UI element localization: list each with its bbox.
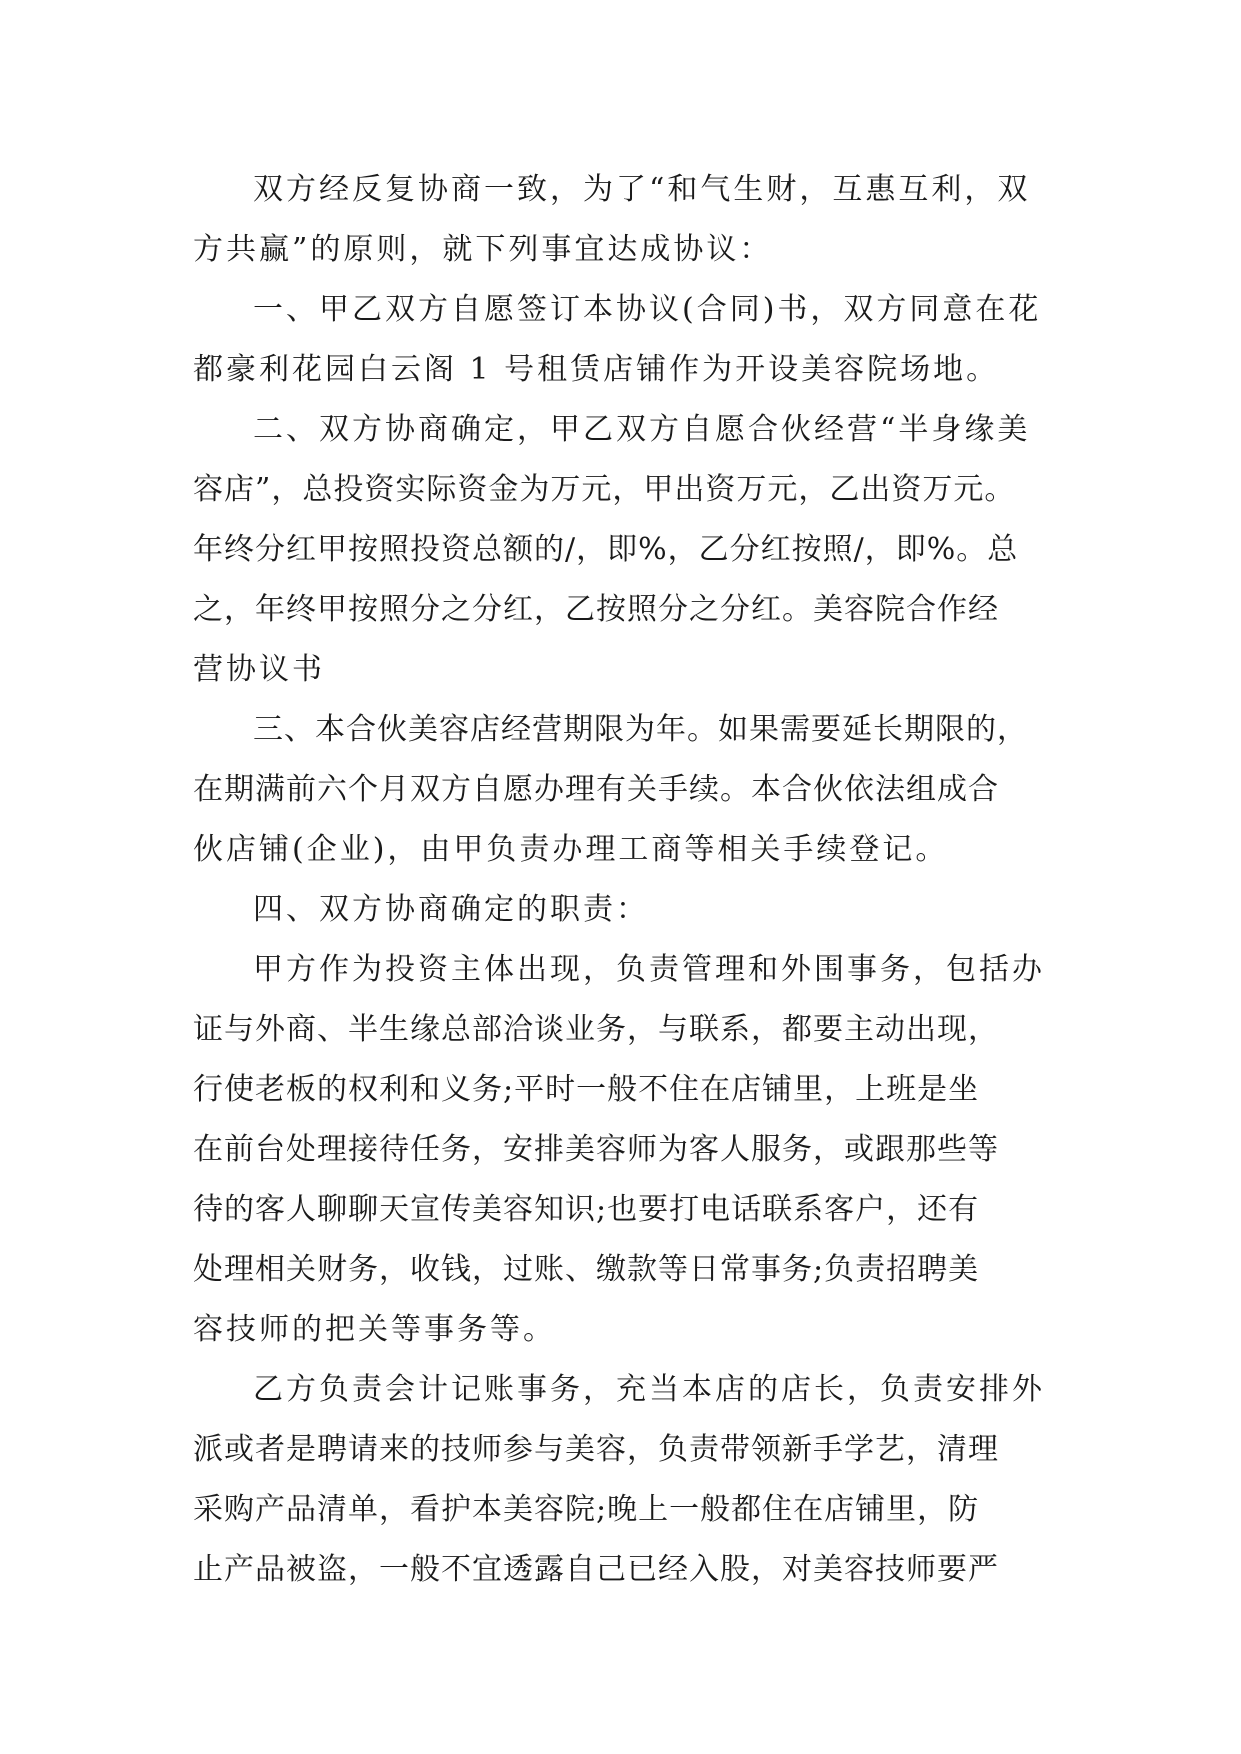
text-line: 待的客人聊聊天宣传美容知识;也要打电话联系客户，还有: [193, 1192, 980, 1227]
text-line: 之，年终甲按照分之分红，乙按照分之分红。美容院合作经: [193, 592, 999, 627]
text-line: 止产品被盗，一般不宜透露自己已经入股，对美容技师要严: [193, 1552, 999, 1587]
text-line: 营协议书: [193, 652, 325, 687]
text-line: 在期满前六个月双方自愿办理有关手续。本合伙依法组成合: [193, 772, 999, 807]
text-line: 乙方负责会计记账事务，充当本店的店长，负责安排外: [253, 1372, 1045, 1407]
text-line: 在前台处理接待任务，安排美容师为客人服务，或跟那些等: [193, 1132, 999, 1167]
text-line: 四、双方协商确定的职责：: [253, 892, 649, 927]
text-line: 伙店铺(企业)，由甲负责办理工商等相关手续登记。: [193, 832, 949, 867]
document-body: [193, 160, 1053, 1600]
text-line: 派或者是聘请来的技师参与美容，负责带领新手学艺，清理: [193, 1432, 999, 1467]
text-line: 容店”，总投资实际资金为万元，甲出资万元，乙出资万元。: [193, 472, 1016, 507]
text-line: 行使老板的权利和义务;平时一般不住在店铺里，上班是坐: [193, 1072, 980, 1107]
text-line: 二、双方协商确定，甲乙双方自愿合伙经营“半身缘美: [253, 412, 1031, 447]
text-line: 采购产品清单，看护本美容院;晚上一般都住在店铺里，防: [193, 1492, 980, 1527]
text-line: 证与外商、半生缘总部洽谈业务，与联系，都要主动出现，: [193, 1012, 999, 1047]
text-line: 年终分红甲按照投资总额的/，即%，乙分红按照/，即%。总: [193, 532, 1019, 567]
text-line: 方共赢”的原则，就下列事宜达成协议：: [193, 232, 773, 267]
text-line: 一、甲乙双方自愿签订本协议(合同)书，双方同意在花: [253, 292, 1042, 327]
text-line: 容技师的把关等事务等。: [193, 1312, 556, 1347]
text-line: 双方经反复协商一致，为了“和气生财，互惠互利，双: [253, 172, 1031, 207]
text-line: 三、本合伙美容店经营期限为年。如果需要延长期限的，: [253, 712, 1028, 747]
text-line: 都豪利花园白云阁 1 号租赁店铺作为开设美容院场地。: [193, 352, 1000, 387]
text-line: 处理相关财务，收钱，过账、缴款等日常事务;负责招聘美: [193, 1252, 980, 1287]
text-line: 甲方作为投资主体出现，负责管理和外围事务，包括办: [253, 952, 1045, 987]
